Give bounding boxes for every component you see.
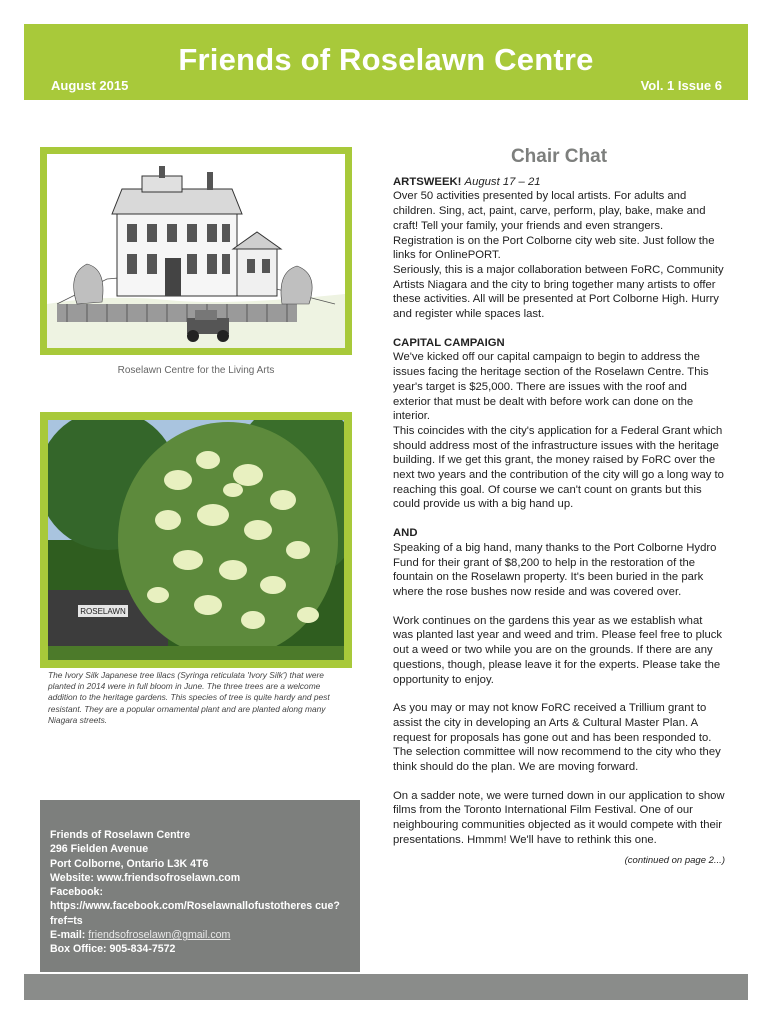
continued-note: (continued on page 2...) [624,854,725,866]
issue-date: August 2015 [51,78,129,93]
artsweek-paragraph-2: Seriously, this is a major collaboration between FoRC, Community Artists Niagara and the city to bring together many artists to offer these activities. All will be presented at Port Colborne High. Hurry and register while spaces last. [393,263,724,321]
lilac-tree-photo [40,412,352,668]
capital-paragraph-2: This coincides with the city's application for a Federal Grant which should address most of the infrastructure issues with the heritage building. If we get this grant, the money raised by FoRC over the next two years and the contribution of the city will go a long way to reaching this goal. Of course we can't count on grants but this could provide us with a big hand up. [393,424,724,511]
sadder-note-paragraph: On a sadder note, we were turned down in our application to show films from the Toronto International Film Festival. One of our neighbouring communities objected as it would compete with their presentations. Hmmm! We'll have to rethink this one. [393,789,725,846]
contact-website[interactable]: Website: www.friendsofroselawn.com [50,871,241,884]
gardens-paragraph: Work continues on the gardens this year as we establish what was planted last year and weed and trim. Please feel free to pluck out a weed or two while you are on the grounds. If there are any questions, though, please leave it for the experts. Please take the opportunity to enjoy. [393,614,723,686]
building-sign: ROSELAWN [80,607,126,616]
trillium-paragraph: As you may or may not know FoRC received a Trillium grant to assist the city in developing an Arts & Cultural Master Plan. A request for proposals has gone out and has been responded to. The selection committee will now recommend to the city who they think should do the plan. We are moving forward. [393,702,721,774]
capital-paragraph-1: We've kicked off our capital campaign to begin to address the issues facing the heritage section of the Roselawn Centre. This year's target is $25,000. There are issues with the roof and exterior that must be dealt with before work can done on the interior. [393,351,709,423]
contact-address-line2: Port Colborne, Ontario L3K 4T6 [50,857,209,870]
contact-email-line [50,928,350,942]
artsweek-heading-line [393,175,725,190]
capital-campaign-title: CAPITAL CAMPAIGN [393,336,505,349]
tree-caption: The Ivory Silk Japanese tree lilacs (Syringa reticulata 'Ivory Silk') that were planted in 2014 were in full bloom in June. The three trees are a welcome addition to the heritage gardens. This species of tree is quite hardy and pest resistant. They are a popular ornamental plant and are planted along many Niagara streets. [48,670,330,725]
contact-email-label: E-mail: [50,929,86,942]
contact-facebook-link[interactable]: https://www.facebook.com/Roselawnallofustotheres cue?fref=ts [50,900,340,927]
roselawn-sketch-drawing [47,154,345,348]
contact-org-name: Friends of Roselawn Centre [50,829,191,841]
article-column [393,146,725,868]
header-banner [24,24,748,100]
footer-bar [24,974,748,1000]
newsletter-title: Friends of Roselawn Centre [178,42,594,77]
contact-address-line1: 296 Fielden Avenue [50,843,149,856]
article-heading: Chair Chat [510,146,608,167]
artsweek-paragraph-1: Over 50 activities presented by local artists. For adults and children. Sing, act, paint, carve, perform, play, bake, make and craft! Tell your family, your friends and even strangers. Registration is on the Port Colborne city web site. Just follow the links for OnlinePORT. [393,190,715,262]
artsweek-date: August 17 – 21 [464,175,541,188]
and-title: AND [393,527,418,540]
contact-box [40,800,360,972]
contact-box-office: Box Office: 905-834-7572 [50,943,176,956]
and-paragraph: Speaking of a big hand, many thanks to the Port Colborne Hydro Fund for their grant of $8,200 to help in the restoration of the fountain on the Roselawn property. It's been buried in the park where the rose bushes now reside and was covered over. [393,541,717,598]
lilac-tree-picture [48,420,344,660]
contact-email-link[interactable]: friendsofroselawn@gmail.com [88,929,231,942]
roselawn-sketch-image [40,147,352,355]
contact-facebook-label: Facebook: [50,886,103,899]
artsweek-title: ARTSWEEK! [393,175,462,188]
issue-number: Vol. 1 Issue 6 [640,78,722,93]
sketch-caption: Roselawn Centre for the Living Arts [117,365,275,376]
